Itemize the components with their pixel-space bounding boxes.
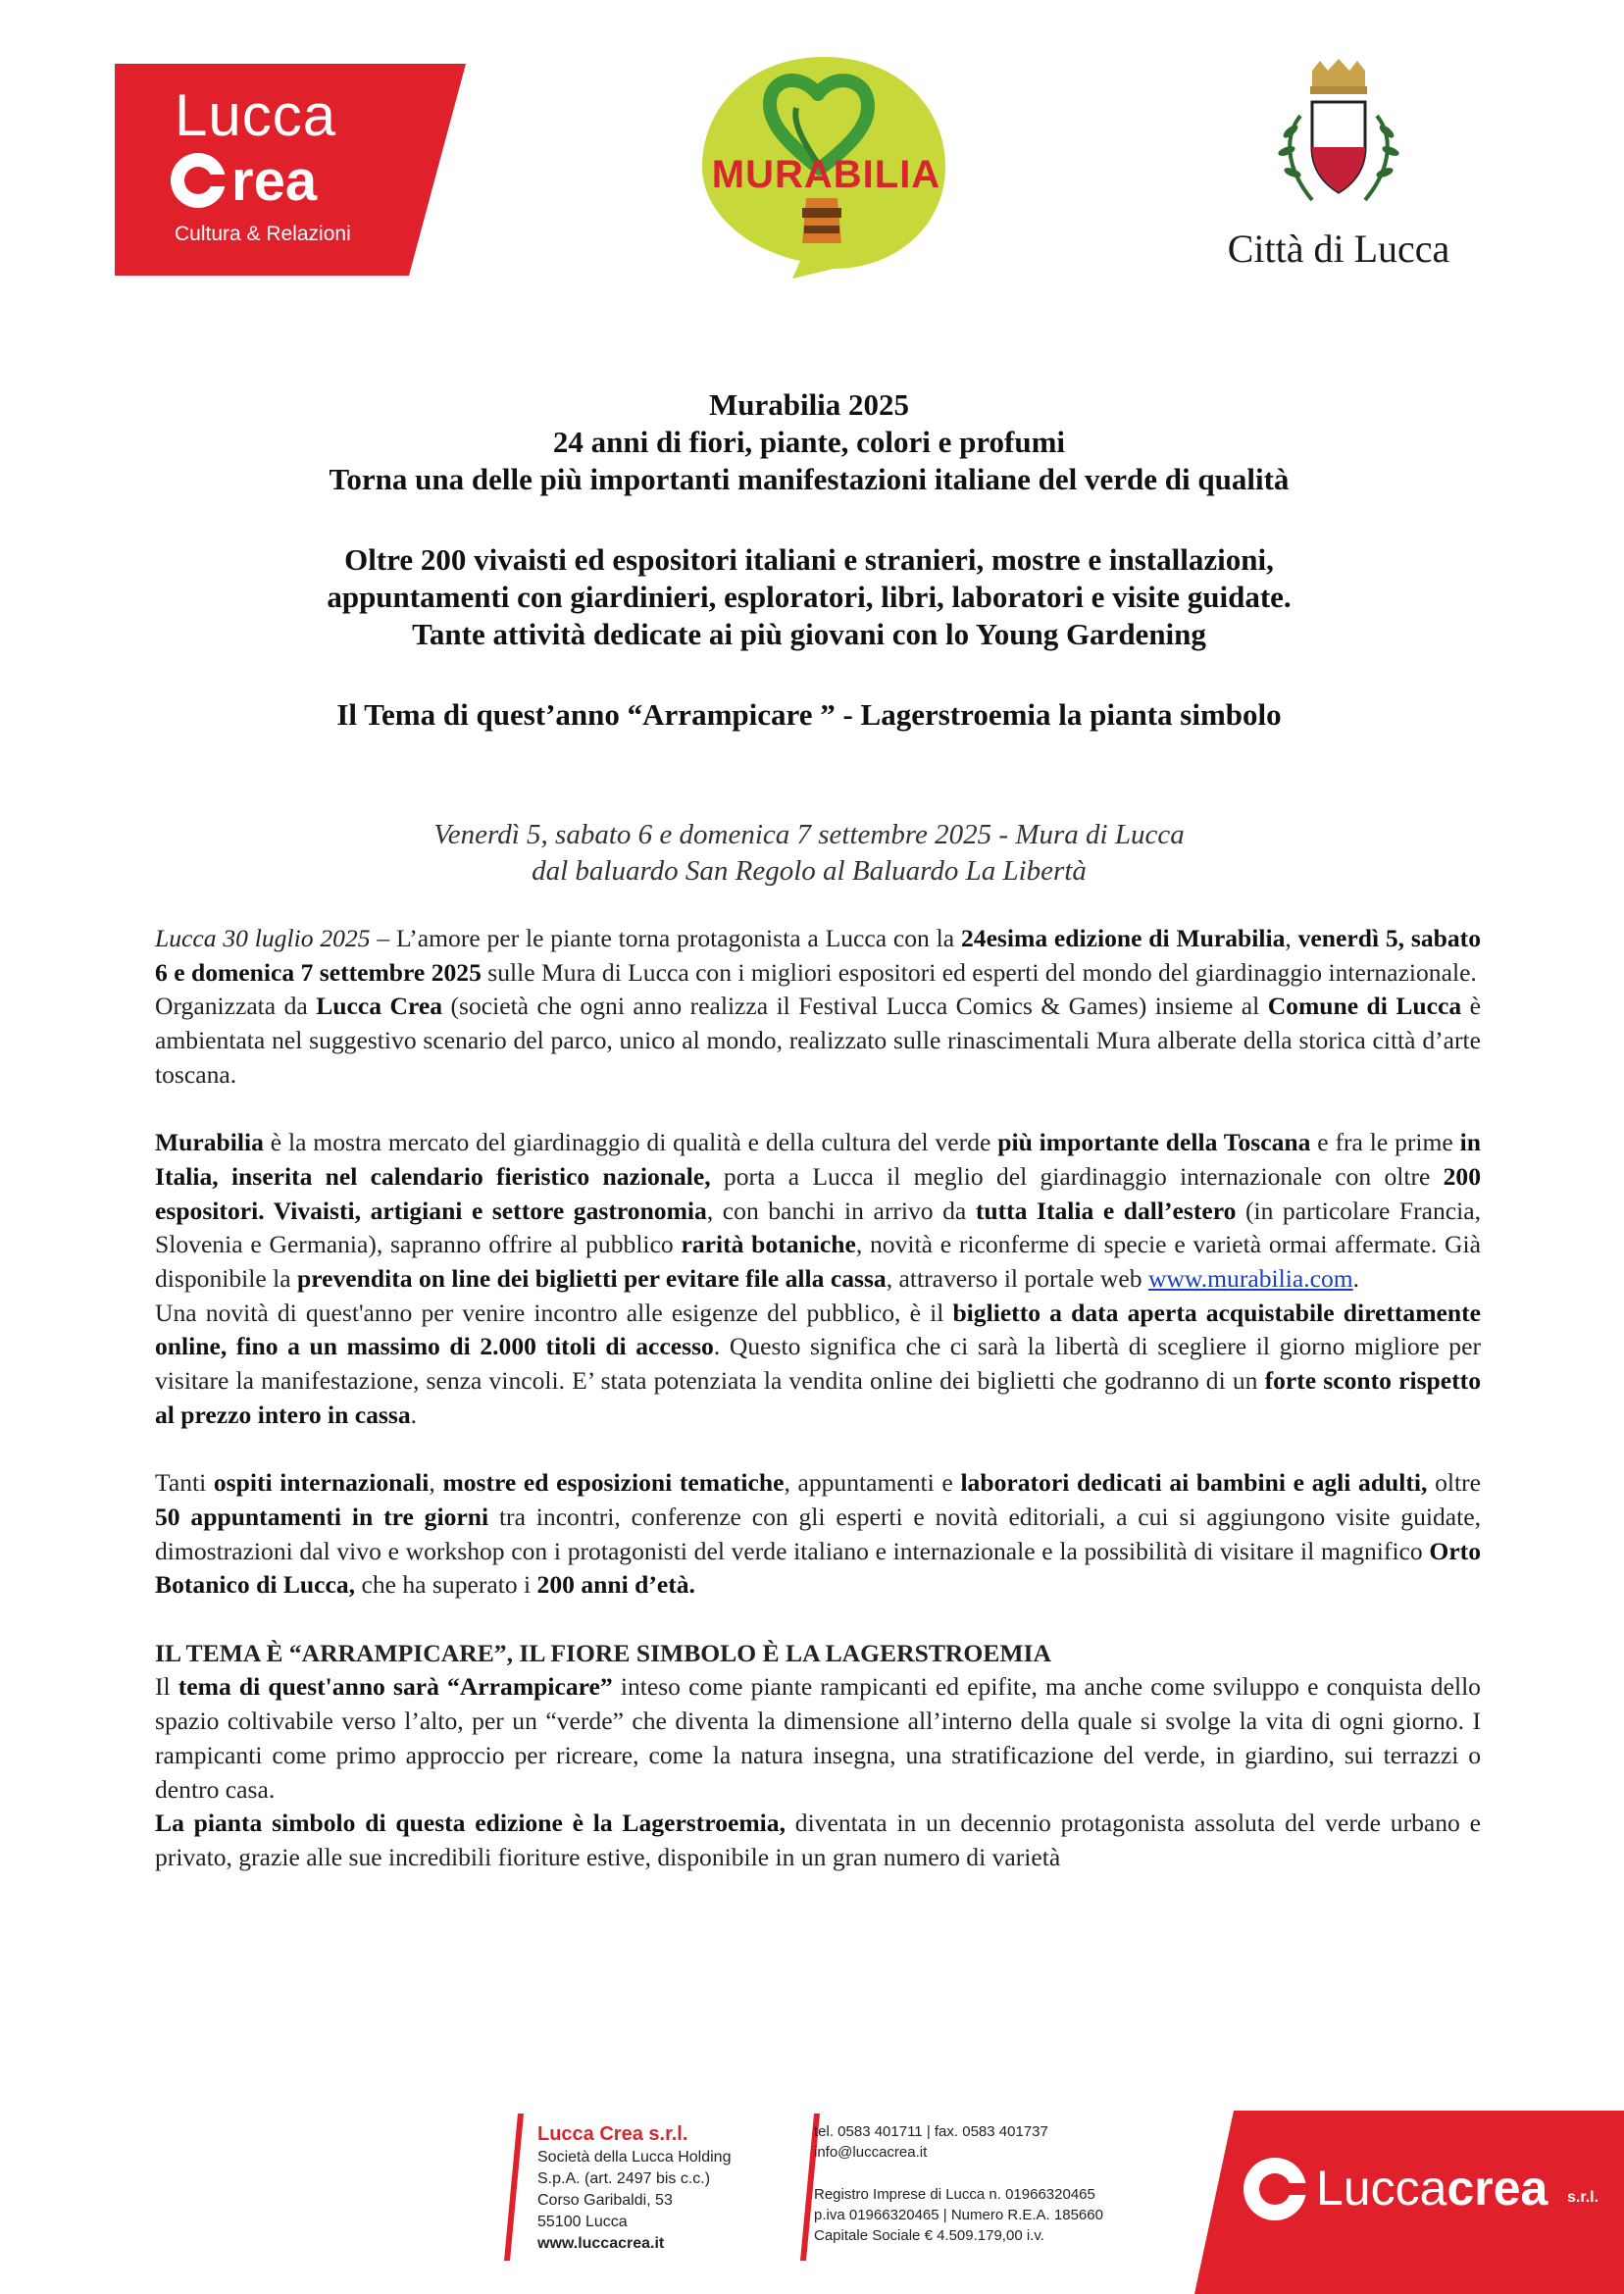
footer-logo-wordmark: Luccacrea <box>1316 2161 1548 2216</box>
footer-capital: Capitale Sociale € 4.509.179,00 i.v. <box>814 2227 1044 2244</box>
footer-registry: Registro Imprese di Lucca n. 01966320465 <box>814 2186 1095 2203</box>
section-heading-theme: IL TEMA È “ARRAMPICARE”, IL FIORE SIMBOLO È LA LAGERSTROEMIA <box>155 1638 1051 1667</box>
paragraph-theme: Il tema di quest'anno sarà “Arrampicare” inteso come piante rampicanti ed epifite, ma anche come sviluppo e conquista dello spazio coltivabile verso l’alto, per un “verde” che diventa la dimensione all’interno della quale si svolge la vita di ogni giorno. I rampicanti come primo approccio per ricreare, come la natura insegna, una stratificazione del verde, in giardino, sui terrazzi o dentro casa. <box>155 1672 1481 1804</box>
title-line-3: Torna una delle più importanti manifestazioni italiane del verde di qualità <box>329 462 1290 496</box>
lucca-coat-of-arms-icon <box>1255 57 1422 214</box>
footer-address-3: Corso Garibaldi, 53 <box>537 2192 673 2209</box>
subtitle-line-1: Venerdì 5, sabato 6 e domenica 7 settembre 2025 - Mura di Lucca <box>433 819 1185 850</box>
paragraph-tickets: Una novità di quest'anno per venire incontro alle esigenze del pubblico, è il biglietto a data aperta acquistabile direttamente online, fino a un massimo di 2.000 titoli di accesso. Questo significa che ci sarà la libertà di scegliere il giorno migliore per visitare la manifestazione, senza vincoli. E’ stata potenziata la vendita online dei biglietti che godranno di un forte sconto rispetto al prezzo intero in cassa. <box>155 1298 1481 1429</box>
footer-phone: tel. 0583 401711 | fax. 0583 401737 <box>814 2123 1048 2140</box>
citta-di-lucca-label: Città di Lucca <box>1227 227 1450 271</box>
paragraph-murabilia: Murabilia è la mostra mercato del giardinaggio di qualità e della cultura del verde più importante della Toscana e fra le prime in Italia, inserita nel calendario fieristico nazionale, porta a Lucca il meglio del giardinaggio internazionale con oltre 200 espositori. Vivaisti, artigiani e settore gastronomia, con banchi in arrivo da tutta Italia e dall’estero (in particolare Francia, Slovenia e Germania), sapranno offrire al pubblico rarità botaniche, novità e riconferme di specie e varietà ormai affermate. Già disponibile la prevendita on line dei biglietti per evitare file alla cassa, attraverso il portale web www.murabilia.com. <box>155 1128 1482 1294</box>
murabilia-website-link[interactable]: www.murabilia.com <box>1147 1264 1353 1294</box>
lucca-crea-logo-line1: Lucca <box>175 82 337 148</box>
lucca-crea-logo-tagline: Cultura & Relazioni <box>175 223 351 245</box>
murabilia-wordmark: MURABILIA <box>711 153 941 196</box>
main-title: Murabilia 2025 <box>708 387 910 422</box>
press-release-body <box>155 922 1481 1875</box>
footer-address-2: S.p.A. (art. 2497 bis c.c.) <box>537 2170 711 2187</box>
paragraph-symbol-plant: La pianta simbolo di questa edizione è la Lagerstroemia, diventata in un decennio protagonista assoluta del verde urbano e privato, grazie alle sue incredibili fioriture estive, disponibile in un gran numero di varietà <box>155 1809 1481 1871</box>
title-line-4: Oltre 200 vivaisti ed espositori italiani e stranieri, mostre e installazioni, <box>344 542 1274 577</box>
footer-contact-info <box>814 2121 1103 2246</box>
lucca-crea-logo-line2: rea <box>231 149 318 213</box>
event-dates-subtitle <box>118 817 1500 890</box>
footer-crea-c-icon <box>1243 2158 1306 2220</box>
crea-c-icon <box>171 153 226 208</box>
footer-company-name: Lucca Crea s.r.l. <box>537 2123 688 2145</box>
subtitle-line-2: dal baluardo San Regolo al Baluardo La Libertà <box>532 855 1087 887</box>
title-line-6: Tante attività dedicate ai più giovani con lo Young Gardening <box>412 617 1206 651</box>
footer-logo-srl: s.r.l. <box>1567 2189 1599 2206</box>
press-release-titles <box>118 386 1500 734</box>
paragraph-guests: Tanti ospiti internazionali, mostre ed esposizioni tematiche, appuntamenti e laboratori dedicati ai bambini e agli adulti, oltre 50 appuntamenti in tre giorni tra incontri, conferenze con gli esperti e novità editoriali, a cui si aggiungono visite guidate, dimostrazioni dal vivo e workshop con i protagonisti del verde italiano e internazionale e la possibilità di visitare il magnifico Orto Botanico di Lucca, che ha superato i 200 anni d’età. <box>155 1468 1482 1600</box>
footer-website-link[interactable]: www.luccacrea.it <box>537 2235 665 2252</box>
footer-address-4: 55100 Lucca <box>537 2214 628 2230</box>
title-line-5: appuntamenti con giardinieri, esploratori, libri, laboratori e visite guidate. <box>327 580 1292 614</box>
title-line-7: Il Tema di quest’anno “Arrampicare ” - Lagerstroemia la pianta simbolo <box>336 697 1282 732</box>
paragraph-intro: Lucca 30 luglio 2025 – L’amore per le piante torna protagonista a Lucca con la 24esima edizione di Murabilia, venerdì 5, sabato 6 e domenica 7 settembre 2025 sulle Mura di Lucca con i migliori espositori ed esperti del mondo del giardinaggio internazionale. <box>155 924 1482 987</box>
title-line-2: 24 anni di fiori, piante, colori e profumi <box>552 425 1066 459</box>
footer-vat: p.iva 01966320465 | Numero R.E.A. 185660 <box>814 2207 1103 2223</box>
footer-address-1: Società della Lucca Holding <box>537 2149 732 2166</box>
footer-company-info <box>537 2121 731 2255</box>
paragraph-organizer: Organizzata da Lucca Crea (società che ogni anno realizza il Festival Lucca Comics & Games) insieme al Comune di Lucca è ambientata nel suggestivo scenario del parco, unico al mondo, realizzato sulle rinascimentali Mura alberate della storica città d’arte toscana. <box>155 992 1481 1089</box>
footer-divider-1 <box>504 2114 524 2261</box>
footer-email[interactable]: info@luccacrea.it <box>814 2144 928 2161</box>
